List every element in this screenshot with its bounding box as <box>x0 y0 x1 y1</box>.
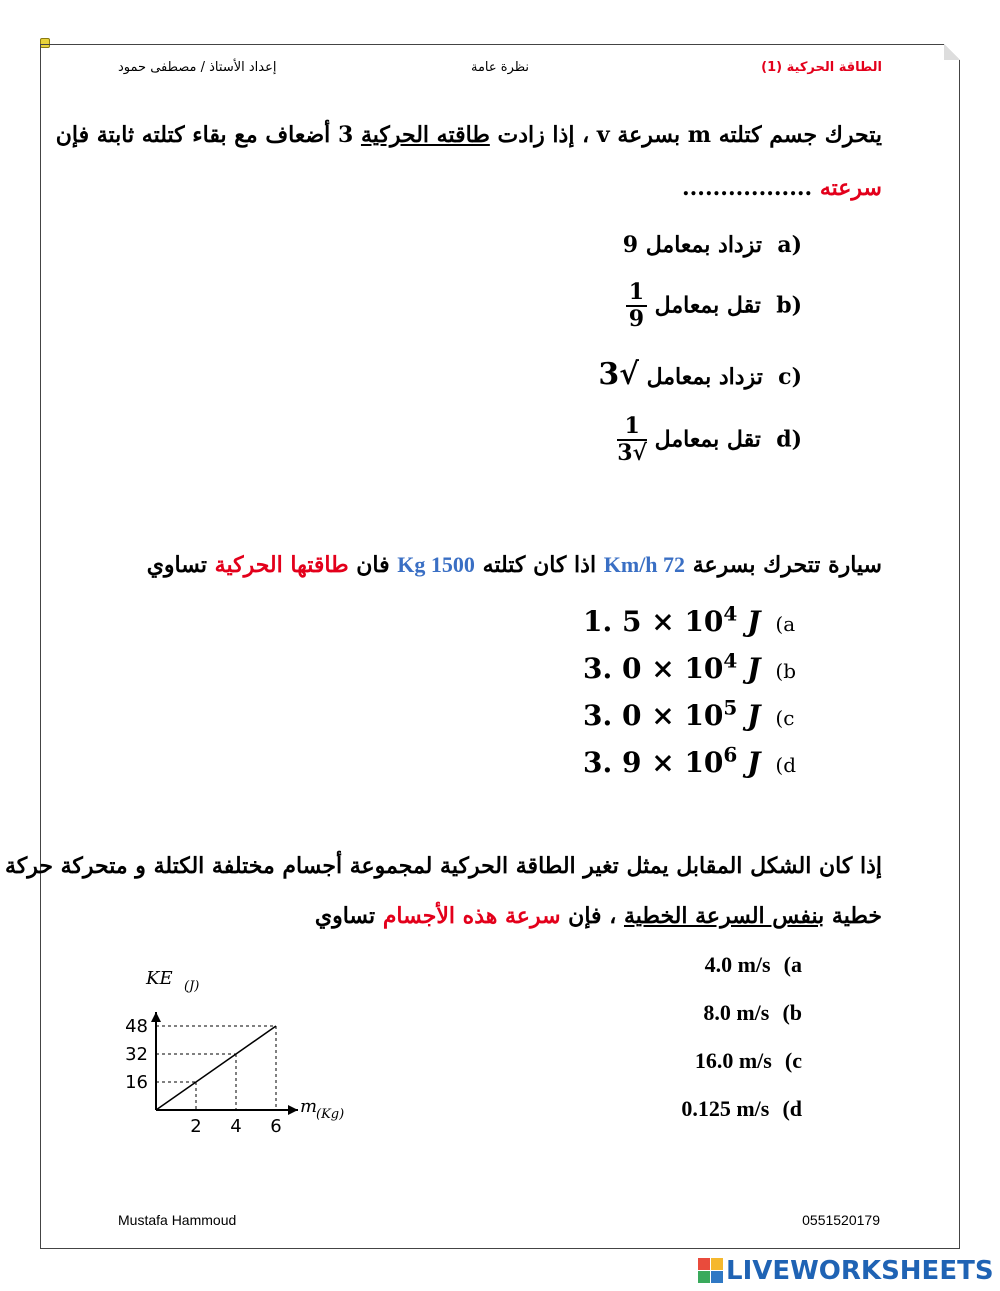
q1-text-line1 <box>55 122 882 148</box>
option-label: (d <box>782 1096 802 1121</box>
fraction-denominator: 9 <box>628 306 644 333</box>
mantissa: 3. 9 <box>583 746 642 780</box>
base: 10 <box>684 699 724 733</box>
liveworksheets-icon <box>698 1258 724 1284</box>
exponent: 6 <box>723 743 738 767</box>
liveworksheets-wordmark: LIVEWORKSHEETS <box>726 1256 994 1286</box>
mantissa: 1. 5 <box>583 605 642 639</box>
q2-mass: 1500 Kg <box>397 552 475 577</box>
page-fold-icon <box>944 44 960 60</box>
q2-option-c[interactable] <box>583 696 794 732</box>
fraction-denominator: √3 <box>617 440 647 467</box>
option-text: 8.0 m/s <box>703 1000 770 1025</box>
option-math <box>583 743 761 780</box>
q2-text-red: طاقتها الحركية <box>214 552 349 578</box>
fraction <box>617 414 647 467</box>
fraction-numerator: 1 <box>617 414 647 441</box>
q2-text-part2: اذا كان كتلته <box>474 552 604 578</box>
option-label: (c <box>784 1048 802 1073</box>
x-tick-label: 6 <box>270 1116 282 1137</box>
q2-speed: 72 Km/h <box>603 552 686 577</box>
option-label: (a <box>783 952 802 977</box>
mantissa: 3. 0 <box>583 652 642 686</box>
option-label: (d <box>776 426 802 453</box>
q3-option-a[interactable] <box>705 952 802 978</box>
ke-mass-chart <box>110 960 370 1150</box>
option-text: 4.0 m/s <box>704 952 771 977</box>
times: × <box>651 699 675 733</box>
base: 10 <box>684 605 724 639</box>
times: × <box>651 605 675 639</box>
option-math <box>583 696 761 733</box>
q1-text-underlined: طاقته الحركية <box>360 122 490 148</box>
q3-text-line2 <box>315 903 882 929</box>
y-tick-label: 16 <box>125 1072 148 1093</box>
q3-line2-underlined: بنفس السرعة الخطية <box>623 903 825 929</box>
sqrt3-math: √3 <box>598 357 639 392</box>
fraction <box>626 280 647 333</box>
unit: J <box>747 652 761 686</box>
exponent: 4 <box>723 649 738 673</box>
option-math <box>583 649 761 686</box>
footer-name: Mustafa Hammoud <box>118 1212 237 1228</box>
header-author: إعداد الأستاذ / مصطفى حمود <box>118 60 277 75</box>
q3-text-line1: إذا كان الشكل المقابل يمثل تغير الطاقة الحركية لمجموعة أجسام مختلفة الكتلة و متحركة حركة <box>4 853 882 879</box>
q2-text-part3: فان <box>348 552 398 578</box>
q3-line2-part2: ، فإن <box>560 903 624 929</box>
q3-line2-part1: خطية <box>824 903 882 929</box>
q1-option-c[interactable] <box>598 357 802 392</box>
q1-text-red: سرعته <box>819 175 882 201</box>
option-label: (b <box>775 659 797 684</box>
x-axis-label: m <box>300 1096 318 1117</box>
option-label: (c <box>775 706 795 731</box>
q2-option-d[interactable] <box>583 743 796 779</box>
option-label: (b <box>782 1000 802 1025</box>
exponent: 4 <box>723 602 738 626</box>
option-text: تزداد بمعامل 9 <box>622 232 762 258</box>
base: 10 <box>684 652 724 686</box>
q2-option-b[interactable] <box>583 649 796 685</box>
option-text: 16.0 m/s <box>694 1048 772 1073</box>
x-axis-label-sub: (Kg) <box>316 1107 345 1122</box>
fraction-numerator: 1 <box>626 280 647 307</box>
q3-line2-part3: تساوي <box>314 903 383 929</box>
liveworksheets-logo <box>698 1256 994 1286</box>
option-label: (a <box>775 612 796 637</box>
option-label: (c <box>778 364 802 390</box>
q1-dots: ................. <box>681 175 820 201</box>
y-axis-label: KE <box>146 968 173 989</box>
base: 10 <box>684 746 724 780</box>
q2-text <box>147 552 882 578</box>
q2-option-a[interactable] <box>583 602 795 638</box>
q3-option-b[interactable] <box>703 1000 802 1026</box>
y-tick-label: 32 <box>125 1044 148 1065</box>
option-text: تقل بمعامل <box>654 426 761 453</box>
x-axis-arrow-icon <box>288 1105 298 1115</box>
y-axis-label-sub: (J) <box>184 979 200 994</box>
y-axis-arrow-icon <box>151 1012 161 1022</box>
q3-line2-red: سرعة هذه الأجسام <box>382 903 561 929</box>
x-tick-label: 4 <box>230 1116 242 1137</box>
q1-option-a[interactable] <box>623 232 802 258</box>
q3-option-d[interactable] <box>681 1096 802 1122</box>
q1-option-b[interactable] <box>626 280 802 333</box>
q2-text-part4: تساوي <box>146 552 215 578</box>
exponent: 5 <box>723 696 738 720</box>
x-tick-label: 2 <box>190 1116 202 1137</box>
mantissa: 3. 0 <box>583 699 642 733</box>
option-text: تقل بمعامل <box>654 292 761 319</box>
q1-text-line2 <box>682 175 882 201</box>
header-title: الطاقة الحركية (1) <box>761 60 882 75</box>
option-label: (b <box>776 292 802 319</box>
header-subtitle: نظرة عامة <box>470 60 530 75</box>
option-text: تزداد بمعامل <box>646 364 763 390</box>
footer-phone: 0551520179 <box>802 1212 880 1228</box>
q2-text-part1: سيارة تتحرك بسرعة <box>685 552 882 578</box>
option-label: (d <box>775 753 797 778</box>
unit: J <box>747 746 761 780</box>
times: × <box>651 746 675 780</box>
unit: J <box>747 605 761 639</box>
q1-text-part2: 3 أضعاف مع بقاء كتلته ثابتة فإن <box>55 122 361 148</box>
option-text: 0.125 m/s <box>681 1096 770 1121</box>
q1-text-part1: يتحرك جسم كتلته m بسرعة v ، إذا زادت <box>489 122 882 148</box>
q3-option-c[interactable] <box>695 1048 802 1074</box>
times: × <box>651 652 675 686</box>
series-line <box>156 1026 276 1110</box>
y-tick-label: 48 <box>125 1016 148 1037</box>
option-math <box>583 602 761 639</box>
unit: J <box>747 699 761 733</box>
option-label: (a <box>777 232 802 258</box>
q1-option-d[interactable] <box>617 414 802 467</box>
